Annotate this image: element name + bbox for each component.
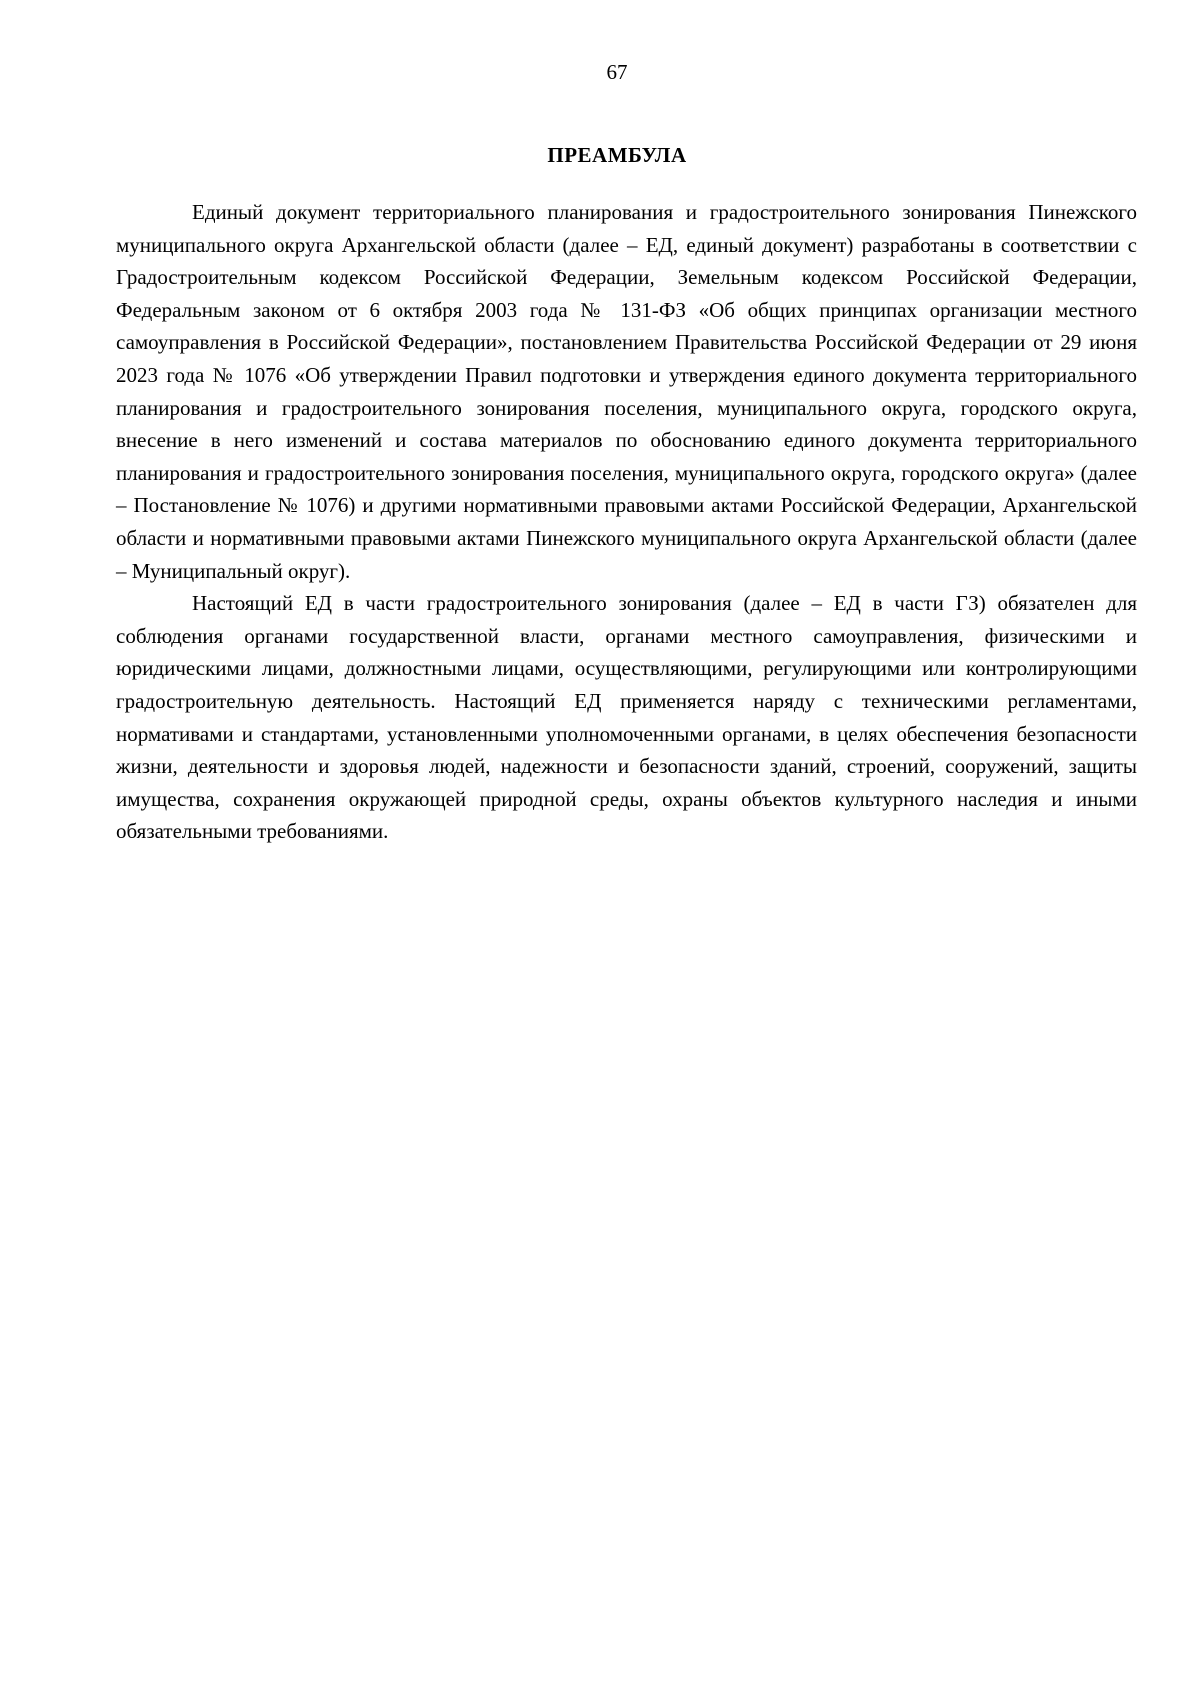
paragraph-preamble-basis: Единый документ территориального планирования и градостроительного зонирования Пинежского муниципального округа Архангельской области (далее – ЕД, единый документ) разработаны в соответствии с Градостроительным кодексом Российской Федерации, Земельным кодексом Российской Федерации, Федеральным законом от 6 октября 2003 года № 131-ФЗ «Об общих принципах организации местного самоуправления в Российской Федерации», постановлением Правительства Российской Федерации от 29 июня 2023 года № 1076 «Об утверждении Правил подготовки и утверждения единого документа территориального планирования и градостроительного зонирования поселения, муниципального округа, городского округа, внесение в него изменений и состава материалов по обоснованию единого документа территориального планирования и градостроительного зонирования поселения, муниципального округа, городского округа» (далее – Постановление № 1076) и другими нормативными правовыми актами Российской Федерации, Архангельской области и нормативными правовыми актами Пинежского муниципального округа Архангельской области (далее – Муниципальный округ). [116,200,1137,583]
page-number: 67 [606,60,628,84]
section-heading: ПРЕАМБУЛА [547,143,687,167]
document-body [116,196,1137,848]
paragraph-preamble-obligation: Настоящий ЕД в части градостроительного зонирования (далее – ЕД в части ГЗ) обязателен для соблюдения органами государственной власти, органами местного самоуправления, физическими и юридическими лицами, должностными лицами, осуществляющими, регулирующими или контролирующими градостроительную деятельность. Настоящий ЕД применяется наряду с техническими регламентами, нормативами и стандартами, установленными уполномоченными органами, в целях обеспечения безопасности жизни, деятельности и здоровья людей, надежности и безопасности зданий, строений, сооружений, защиты имущества, сохранения окружающей природной среды, охраны объектов культурного наследия и иными обязательными требованиями. [116,591,1137,844]
